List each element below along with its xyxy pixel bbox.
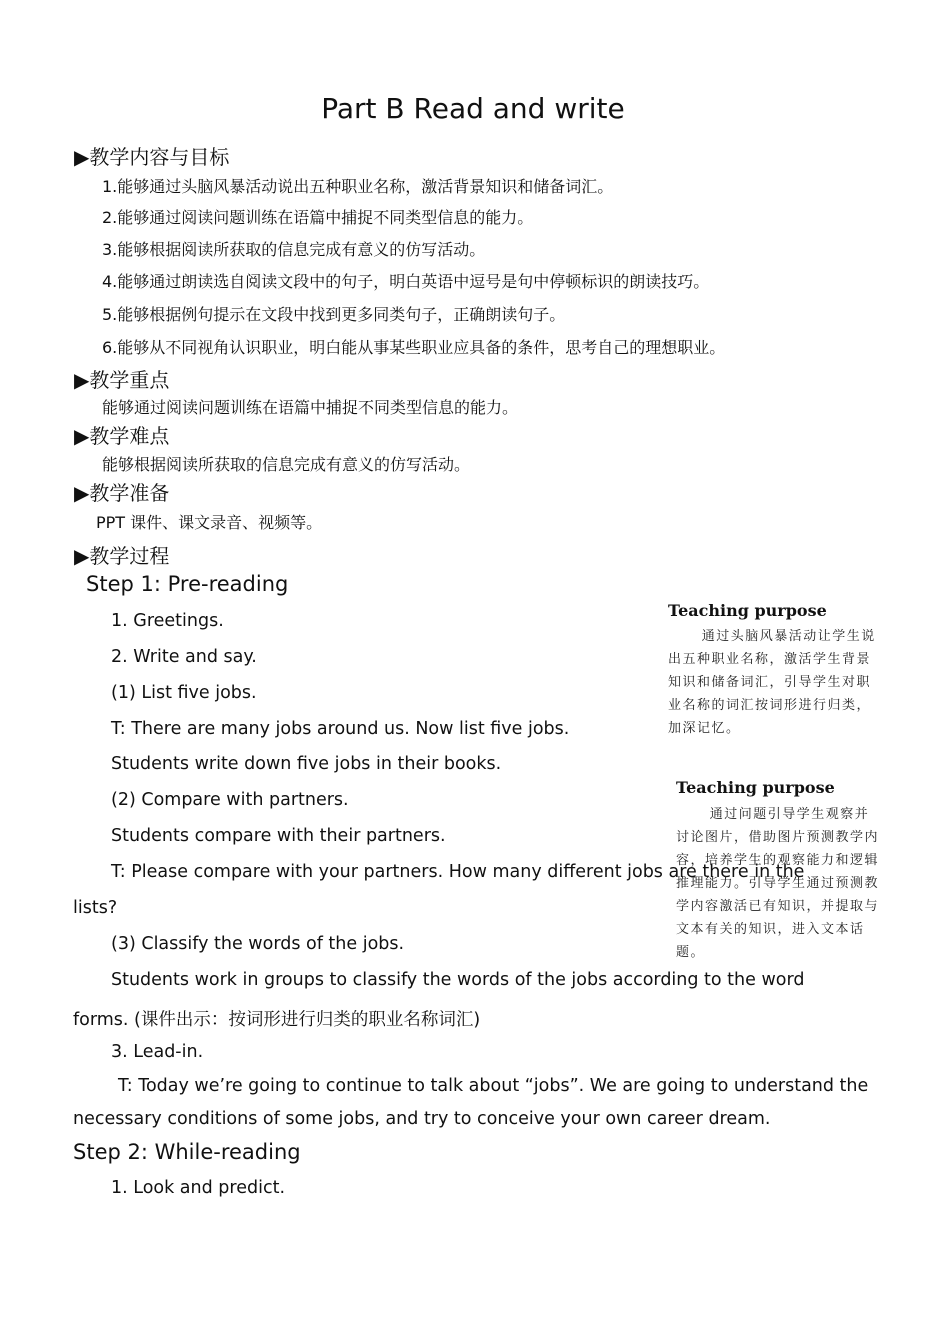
objective-item: 2.能够通过阅读问题训练在语篇中捕捉不同类型信息的能力。	[102, 208, 534, 227]
step2-title: Step 2: While-reading	[73, 1140, 301, 1164]
step1-line: forms. (课件出示：按词形进行归类的职业名称词汇)	[73, 1010, 481, 1030]
objective-item: 4.能够通过朗读选自阅读文段中的句子，明白英语中逗号是句中停顿标识的朗读技巧。	[102, 272, 710, 291]
teaching-purpose-heading: Teaching purpose	[676, 778, 835, 797]
objective-item: 6.能够从不同视角认识职业，明白能从事某些职业应具备的条件，思考自己的理想职业。	[102, 338, 726, 357]
step1-line: T: Please compare with your partners. How many different jobs are there in the	[111, 862, 805, 882]
process-heading: ▶教学过程	[74, 544, 170, 568]
step1-line: necessary conditions of some jobs, and try to conceive your own career dream.	[73, 1109, 771, 1129]
step2-line: 1. Look and predict.	[111, 1178, 286, 1198]
step1-line: T: Today we’re going to continue to talk about “jobs”. We are going to understand the	[118, 1076, 869, 1096]
step1-line: 2. Write and say.	[111, 647, 257, 667]
step1-title: Step 1: Pre-reading	[86, 572, 289, 596]
objective-item: 3.能够根据阅读所获取的信息完成有意义的仿写活动。	[102, 240, 486, 259]
step1-line: T: There are many jobs around us. Now list five jobs.	[111, 719, 570, 739]
difficulty-heading: ▶教学难点	[74, 424, 170, 448]
objectives-heading: ▶教学内容与目标	[74, 145, 230, 169]
step1-line: (2) Compare with partners.	[111, 790, 349, 810]
teaching-purpose-heading: Teaching purpose	[668, 601, 827, 620]
step1-line: lists?	[73, 898, 118, 918]
step1-line: 1. Greetings.	[111, 611, 224, 631]
step1-line: Students write down five jobs in their books.	[111, 754, 502, 774]
teaching-purpose-note: 通过问题引导学生观察并讨论图片，借助图片预测教学内容，培养学生的观察能力和逻辑推理能力。引导学生通过预测教学内容激活已有知识，并提取与文本有关的知识，进入文本话题。	[676, 807, 880, 960]
page-title: Part B Read and write	[321, 92, 625, 125]
preparation-text: PPT 课件、课文录音、视频等。	[96, 513, 323, 532]
step1-line: 3. Lead-in.	[111, 1042, 204, 1062]
key-point-text: 能够通过阅读问题训练在语篇中捕捉不同类型信息的能力。	[102, 398, 519, 417]
preparation-heading: ▶教学准备	[74, 481, 170, 505]
step1-line: (1) List five jobs.	[111, 683, 257, 703]
objective-item: 1.能够通过头脑风暴活动说出五种职业名称，激活背景知识和储备词汇。	[102, 177, 614, 196]
step1-line: Students compare with their partners.	[111, 826, 446, 846]
difficulty-text: 能够根据阅读所获取的信息完成有意义的仿写活动。	[102, 455, 471, 474]
objective-item: 5.能够根据例句提示在文段中找到更多同类句子，正确朗读句子。	[102, 305, 566, 324]
step1-line: Students work in groups to classify the words of the jobs according to the word	[111, 970, 805, 990]
step1-line: (3) Classify the words of the jobs.	[111, 934, 405, 954]
teaching-purpose-note: 通过头脑风暴活动让学生说出五种职业名称，激活学生背景知识和储备词汇，引导学生对职业名称的词汇按词形进行归类，加深记忆。	[668, 629, 876, 736]
key-point-heading: ▶教学重点	[74, 368, 170, 392]
